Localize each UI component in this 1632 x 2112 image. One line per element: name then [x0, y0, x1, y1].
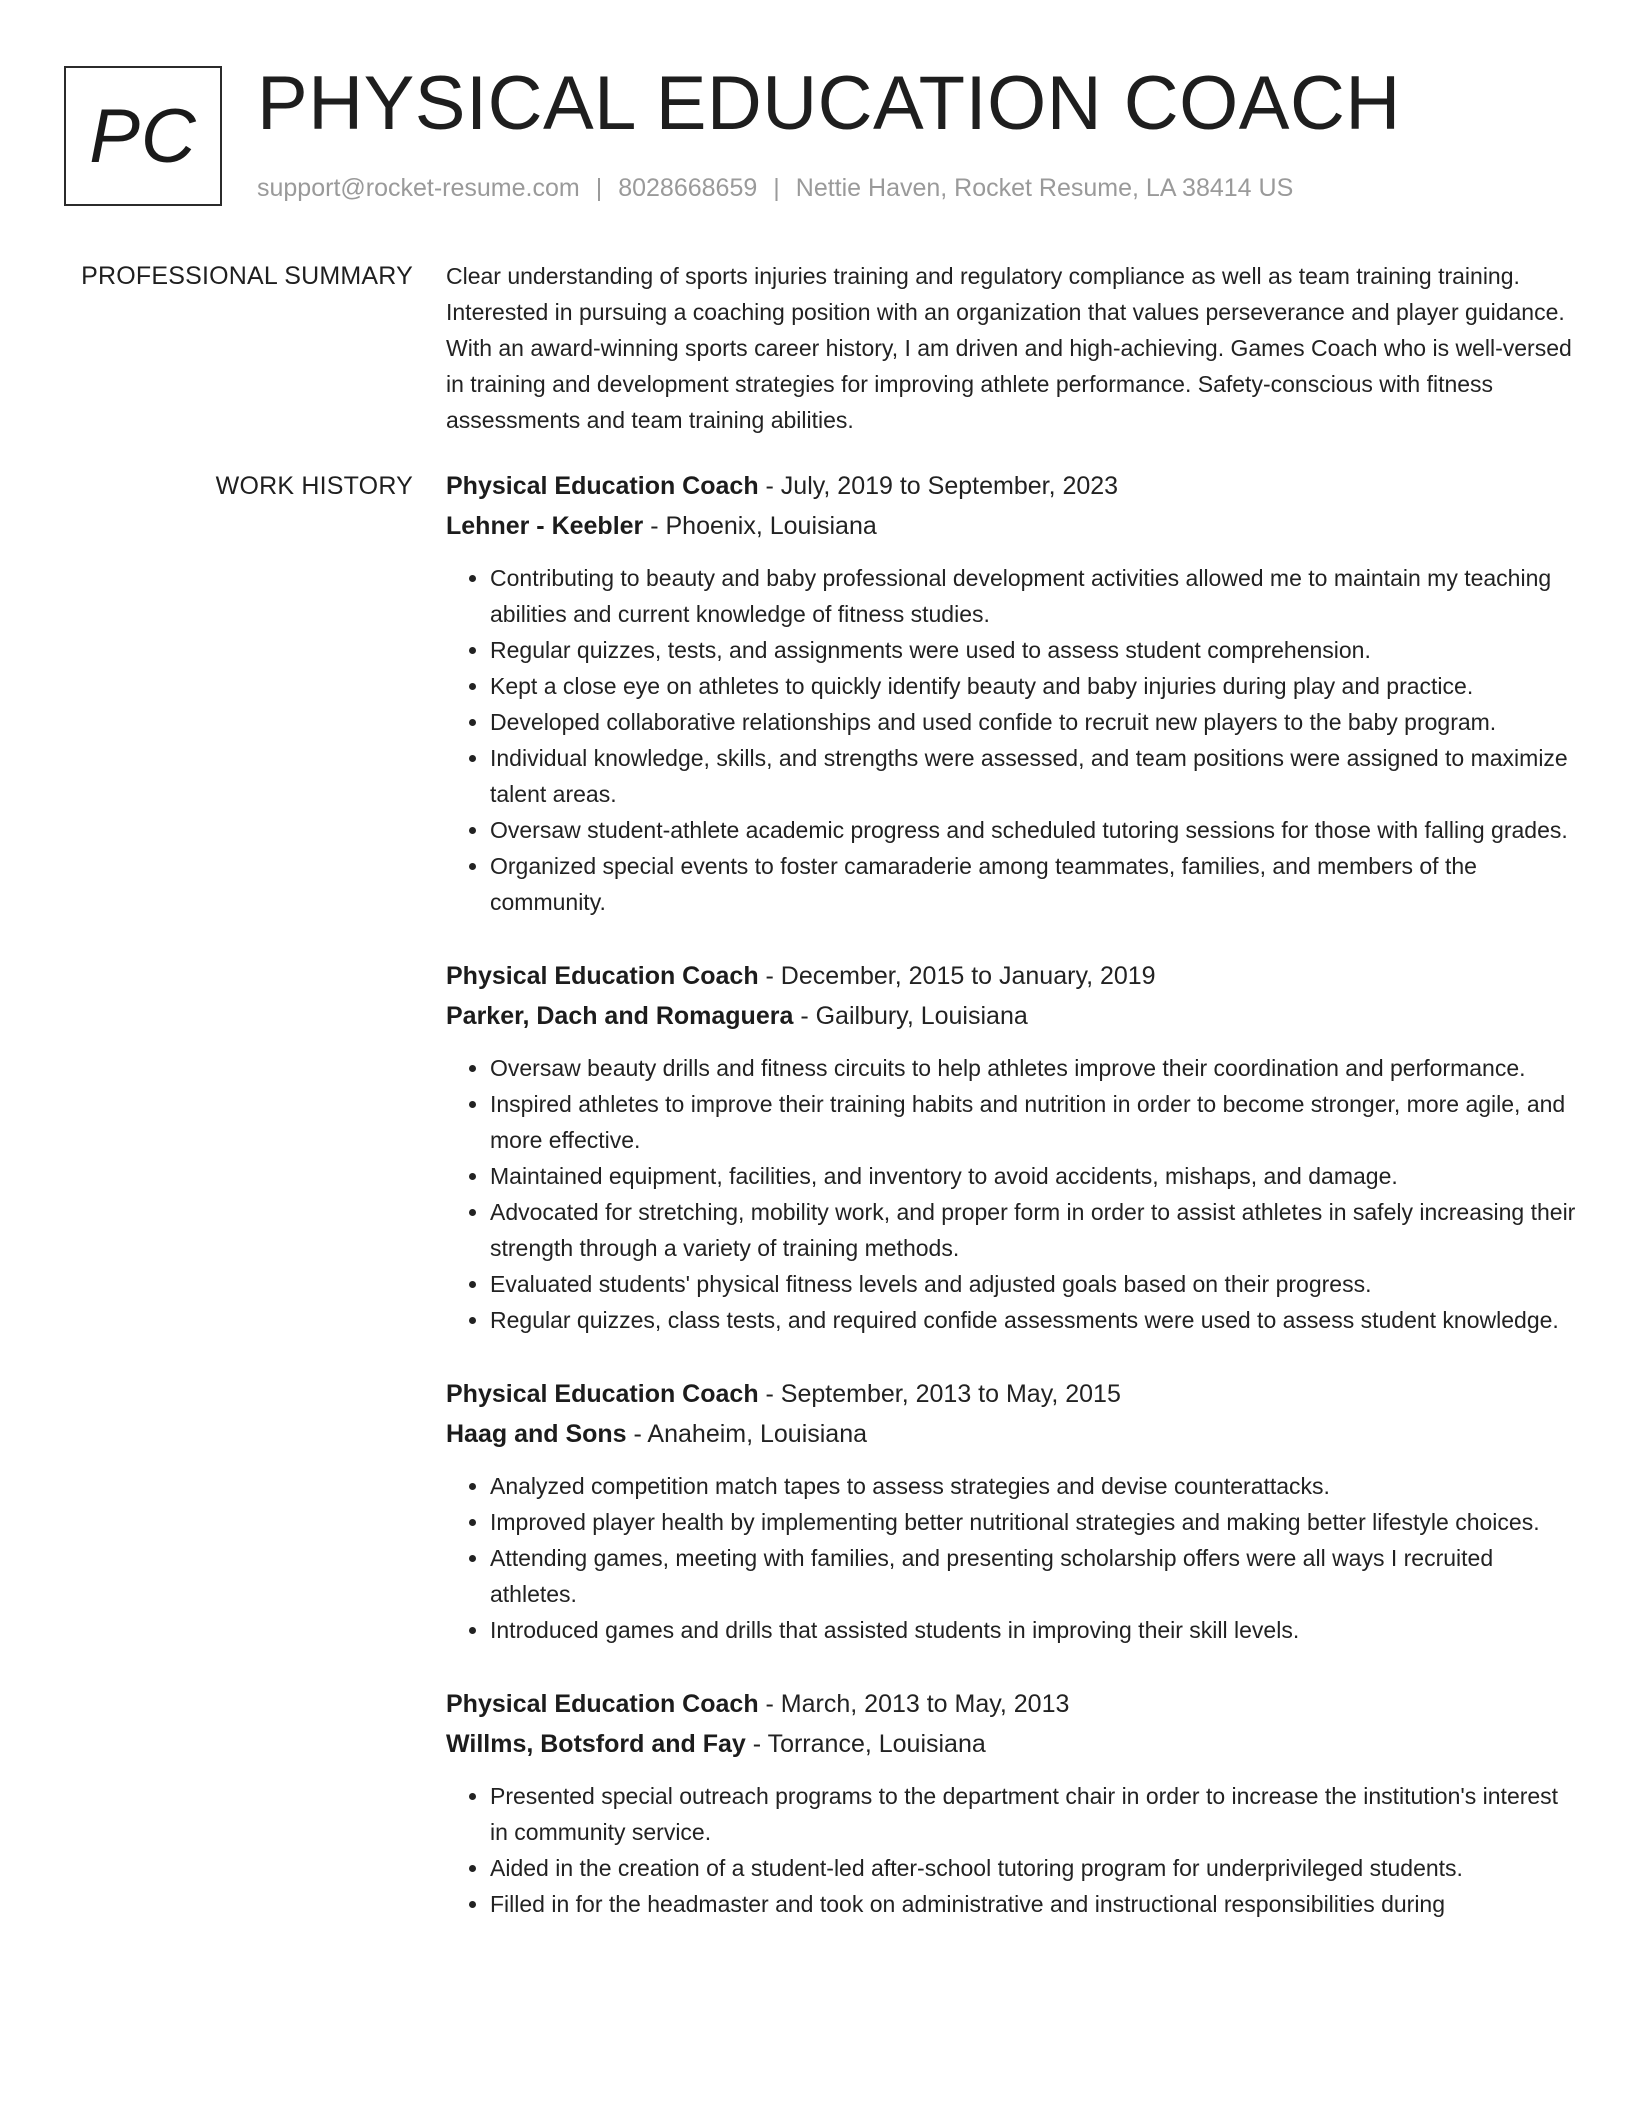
job-location: - Phoenix, Louisiana: [643, 512, 877, 540]
job-bullets: [446, 1778, 1576, 1922]
job-company-line: [446, 1724, 1576, 1764]
job-entry: [446, 1374, 1576, 1648]
contact-separator: |: [595, 174, 603, 202]
job-company-line: [446, 506, 1576, 546]
job-bullet: • Analyzed competition match tapes to assess strategies and devise counterattacks.: [490, 1468, 1576, 1504]
job-bullet: • Aided in the creation of a student-led after-school tutoring program for underprivileged students.: [490, 1850, 1576, 1886]
summary-text: Clear understanding of sports injuries training and regulatory compliance as well as team training training. Interested in pursuing a coaching position with an organization that values perseverance and player guidance. With an award-winning sports career history, I am driven and high-achieving. Games Coach who is well-versed in training and development strategies for improving athlete performance. Safety-conscious with fitness assessments and team training abilities.: [446, 263, 1572, 433]
job-dates: - December, 2015 to January, 2019: [758, 962, 1156, 990]
job-entry: [446, 1684, 1576, 1922]
job-bullet: • Attending games, meeting with families, and presenting scholarship offers were all ways I recruited athletes.: [490, 1540, 1576, 1612]
job-bullet: • Introduced games and drills that assisted students in improving their skill levels.: [490, 1612, 1576, 1648]
job-bullet: • Oversaw beauty drills and fitness circuits to help athletes improve their coordination and performance.: [490, 1050, 1576, 1086]
job-bullet: • Evaluated students' physical fitness levels and adjusted goals based on their progress.: [490, 1266, 1576, 1302]
monogram-logo: PC: [64, 66, 222, 206]
job-location: - Torrance, Louisiana: [745, 1730, 986, 1758]
job-bullet: • Organized special events to foster camaraderie among teammates, families, and members of the community.: [490, 848, 1576, 920]
job-bullet: • Developed collaborative relationships and used confide to recruit new players to the baby program.: [490, 704, 1576, 740]
job-bullet: • Filled in for the headmaster and took on administrative and instructional responsibilities during: [490, 1886, 1576, 1922]
job-dates: - July, 2019 to September, 2023: [758, 472, 1119, 500]
job-dates: - March, 2013 to May, 2013: [758, 1690, 1070, 1718]
job-company: Lehner - Keebler: [446, 512, 644, 540]
job-location: - Gailbury, Louisiana: [793, 1002, 1028, 1030]
job-title-line: [446, 1684, 1576, 1724]
contact-phone[interactable]: 8028668659: [618, 174, 758, 202]
job-location: - Anaheim, Louisiana: [626, 1420, 868, 1448]
job-role: Physical Education Coach: [446, 1690, 759, 1718]
job-bullet: • Advocated for stretching, mobility work, and proper form in order to assist athletes in safely increasing their strength through a variety of training methods.: [490, 1194, 1576, 1266]
contact-address: Nettie Haven, Rocket Resume, LA 38414 US: [795, 174, 1294, 202]
job-bullet: • Kept a close eye on athletes to quickly identify beauty and baby injuries during play and practice.: [490, 668, 1576, 704]
work-history-body: [446, 466, 1576, 1958]
contact-email[interactable]: support@rocket-resume.com: [257, 174, 580, 202]
section-heading-work-history: WORK HISTORY: [215, 472, 413, 500]
job-bullet: • Regular quizzes, tests, and assignments were used to assess student comprehension.: [490, 632, 1576, 668]
job-bullets: [446, 1050, 1576, 1338]
job-bullet: • Contributing to beauty and baby professional development activities allowed me to maintain my teaching abilities and current knowledge of fitness studies.: [490, 560, 1576, 632]
resume-title: PHYSICAL EDUCATION COACH: [257, 61, 1401, 146]
job-title-line: [446, 466, 1576, 506]
job-bullet: • Individual knowledge, skills, and strengths were assessed, and team positions were assigned to maximize talent areas.: [490, 740, 1576, 812]
job-company-line: [446, 996, 1576, 1036]
job-company: Parker, Dach and Romaguera: [446, 1002, 794, 1030]
job-role: Physical Education Coach: [446, 1380, 759, 1408]
job-role: Physical Education Coach: [446, 472, 759, 500]
job-bullet: • Inspired athletes to improve their training habits and nutrition in order to become stronger, more agile, and more effective.: [490, 1086, 1576, 1158]
job-title-line: [446, 1374, 1576, 1414]
job-bullets: [446, 1468, 1576, 1648]
job-entry: [446, 466, 1576, 920]
job-entry: [446, 956, 1576, 1338]
section-heading-summary: PROFESSIONAL SUMMARY: [81, 262, 413, 290]
contact-line: [257, 174, 1293, 203]
job-bullet: • Maintained equipment, facilities, and inventory to avoid accidents, mishaps, and damage.: [490, 1158, 1576, 1194]
job-company: Willms, Botsford and Fay: [446, 1730, 746, 1758]
job-title-line: [446, 956, 1576, 996]
contact-separator: |: [773, 174, 780, 202]
job-bullet: • Regular quizzes, class tests, and required confide assessments were used to assess student knowledge.: [490, 1302, 1576, 1338]
resume-header: [64, 61, 1592, 216]
job-bullets: [446, 560, 1576, 920]
job-company: Haag and Sons: [446, 1420, 627, 1448]
job-bullet: • Oversaw student-athlete academic progress and scheduled tutoring sessions for those with falling grades.: [490, 812, 1576, 848]
job-bullet: • Presented special outreach programs to the department chair in order to increase the institution's interest in community service.: [490, 1778, 1576, 1850]
job-company-line: [446, 1414, 1576, 1454]
job-bullet: • Improved player health by implementing better nutritional strategies and making better lifestyle choices.: [490, 1504, 1576, 1540]
summary-body: [446, 258, 1576, 438]
job-role: Physical Education Coach: [446, 962, 759, 990]
job-dates: - September, 2013 to May, 2015: [758, 1380, 1121, 1408]
